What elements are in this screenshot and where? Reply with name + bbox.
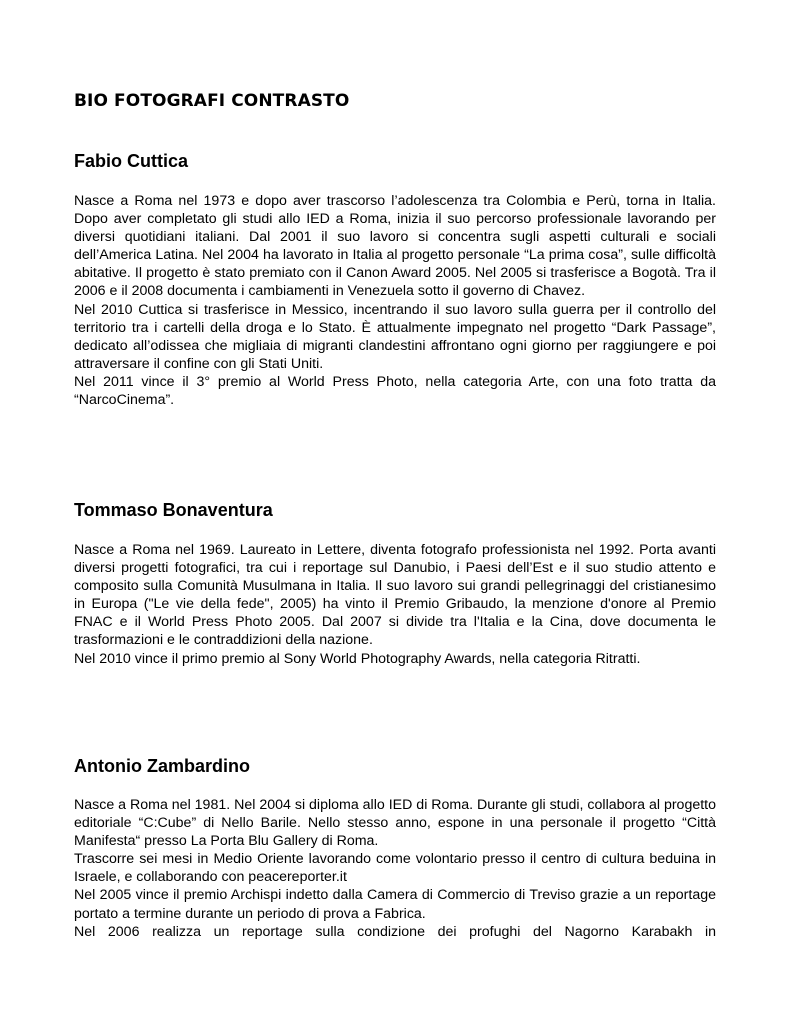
bio-paragraph: Nel 2010 vince il primo premio al Sony World Photography Awards, nella categoria Ritratti. [74, 650, 641, 667]
photographer-name-antonio-zambardino: Antonio Zambardino [74, 756, 250, 776]
bio-paragraph: Nel 2005 vince il premio Archispi indetto dalla Camera di Commercio di Treviso grazie a un reportage portato a termine durante un periodo di prova a Fabrica. [74, 887, 716, 922]
bio-paragraph: Nel 2010 Cuttica si trasferisce in Messico, incentrando il suo lavoro sulla guerra per il controllo del territorio tra i cartelli della droga e lo Stato. È attualmente impegnato nel progetto “Dark Passage”, dedicato all’odissea che migliaia di migranti clandestini affrontano ogni giorno per raggiungere e poi attraversare il confine con gli Stati Uniti. [74, 301, 716, 372]
photographer-name-tommaso-bonaventura: Tommaso Bonaventura [74, 500, 273, 520]
document-title: BIO FOTOGRAFI CONTRASTO [74, 91, 350, 111]
bio-paragraph: Trascorre sei mesi in Medio Oriente lavorando come volontario presso il centro di cultura beduina in Israele, e collaborando con peacereporter.it [74, 851, 716, 886]
bio-tommaso-bonaventura [74, 541, 716, 668]
bio-paragraph: Nasce a Roma nel 1973 e dopo aver trascorso l’adolescenza tra Colombia e Perù, torna in Italia. Dopo aver completato gli studi allo IED a Roma, inizia il suo percorso professionale lavorando per diversi quotidiani italiani. Dal 2001 il suo lavoro si concentra sugli aspetti culturali e sociali dell’America Latina. Nel 2004 ha lavorato in Italia al progetto personale “La prima cosa”, sulle difficoltà abitative. Il progetto è stato premiato con il Canon Award 2005. Nel 2005 si trasferisce a Bogotà. Tra il 2006 e il 2008 documenta i cambiamenti in Venezuela sotto il governo di Chavez. [74, 193, 716, 300]
bio-fabio-cuttica [74, 192, 716, 409]
bio-paragraph: Nasce a Roma nel 1981. Nel 2004 si diploma allo IED di Roma. Durante gli studi, collabora al progetto editoriale “C:Cube” di Nello Barile. Nello stesso anno, espone in una personale il progetto “Città Manifesta“ presso La Porta Blu Gallery di Roma. [74, 797, 716, 850]
bio-paragraph: Nel 2011 vince il 3° premio al World Press Photo, nella categoria Arte, con una foto tratta da “NarcoCinema”. [74, 373, 716, 409]
photographer-name-fabio-cuttica: Fabio Cuttica [74, 151, 189, 171]
bio-antonio-zambardino [74, 796, 716, 941]
bio-paragraph: Nel 2006 realizza un reportage sulla condizione dei profughi del Nagorno Karabakh in [74, 923, 716, 940]
bio-paragraph: Nasce a Roma nel 1969. Laureato in Lettere, diventa fotografo professionista nel 1992. Porta avanti diversi progetti fotografici, tra cui i reportage sul Danubio, i Paesi dell’Est e il suo studio attento e composito sulla Comunità Musulmana in Italia. Il suo lavoro sui grandi pellegrinaggi del cristianesimo in Europa ("Le vie della fede", 2005) ha vinto il Premio Gribaudo, la menzione d'onore al Premio FNAC e il World Press Photo 2005. Dal 2007 si divide tra l'Italia e la Cina, dove documenta le trasformazioni e le contraddizioni della nazione. [74, 542, 716, 649]
